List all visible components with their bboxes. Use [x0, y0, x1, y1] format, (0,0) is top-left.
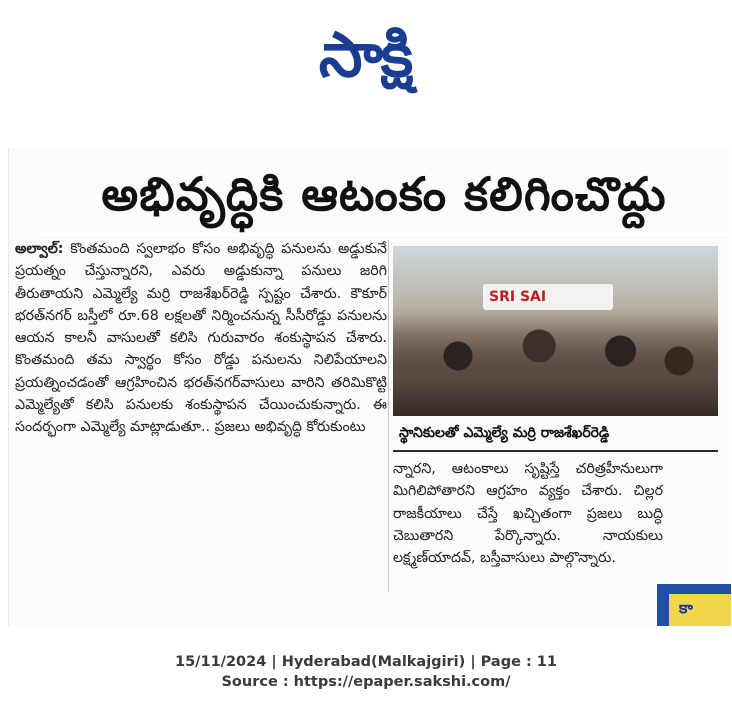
edition-line: 15/11/2024 | Hyderabad(Malkajgiri) | Page : 11 [175, 654, 557, 670]
article-body-left-text: కొంతమంది స్వలాభం కోసం అభివృద్ధి పనులను అడ్డుకునే ప్రయత్నం చేస్తున్నారని, ఎవరు అడ్డుకున్నా పనులు జరిగి తీరుతాయని ఎమ్మెల్యే మర్రి రాజశేఖర్‌రెడ్డి స్పష్టం చేశారు. కౌకూర్ భరత్‌నగర్ బస్తీలో రూ.68 లక్షలతో నిర్మించనున్న సీసీరోడ్డు పనులను ఆయన కాలనీ వాసులతో కలిసి గురువారం శంకుస్థాపన చేశారు. కొంతమంది తమ స్వార్థం కోసం రోడ్డు పనులను నిలిపేయాలని ప్రయత్నించడంతో ఆగ్రహించిన భరత్‌నగర్‌వాసులు వారిని తరిమికొట్టి ఎమ్మెల్యేతో కలిసి పనులకు శంకుస్థాపన చేయించుకున్నారు. ఈ సందర్భంగా ఎమ్మెల్యే మాట్లాడుతూ.. ప్రజలు అభివృద్ధి కోరుకుంటు [15, 241, 387, 436]
photo-caption: స్థానికులతో ఎమ్మెల్యే మర్రి రాజశేఖర్‌రెడ్డి [399, 425, 610, 441]
headline-divider [39, 233, 729, 236]
photo-shop-sign-text: SRI SAI [489, 289, 547, 305]
article-headline: అభివృద్ధికి ఆటంకం కలిగించొద్దు [101, 167, 667, 221]
masthead [0, 0, 732, 110]
article-photo [393, 246, 718, 416]
photo-crowd [393, 316, 718, 416]
source-line[interactable]: Source : https://epaper.sakshi.com/ [221, 674, 511, 690]
article-body-right-column [393, 458, 663, 598]
page-footer [0, 652, 732, 702]
article-dateline: అల్వాల్: [15, 241, 64, 257]
advertisement-text: కా [669, 594, 731, 626]
article-body-left-column [15, 238, 387, 608]
column-divider [388, 240, 389, 592]
article-body-right-text: న్నారని, ఆటంకాలు సృష్టిస్తే చరిత్రహీనులుగా మిగిలిపోతారని ఆగ్రహం వ్యక్తం చేశారు. చిల్లర రాజకీయాలు చేస్తే ఖచ్చితంగా ప్రజలు బుద్ధి చెబుతారని పేర్కొన్నారు. నాయకులు లక్ష్మణ్‌యాదవ్, బస్తీవాసులు పాల్గొన్నారు. [393, 461, 663, 567]
caption-underline [393, 450, 718, 452]
news-clipping [8, 148, 731, 626]
sakshi-logo[interactable]: సాక్షి [318, 18, 412, 91]
